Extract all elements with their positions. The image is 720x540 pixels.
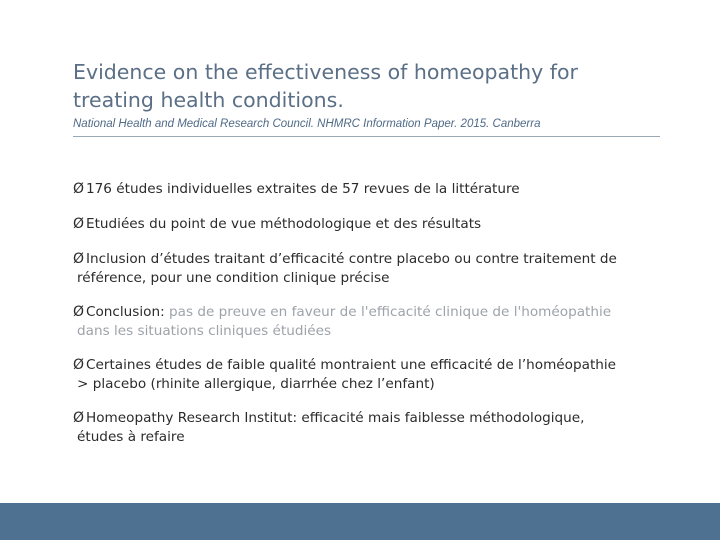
bullet-text: Etudiées du point de vue méthodologique et des résultats	[86, 216, 482, 232]
slide-title: Evidence on the effectiveness of homeopathy for treating health conditions.	[73, 60, 578, 112]
slide-subtitle: National Health and Medical Research Council. NHMRC Information Paper. 2015. Canberra	[73, 118, 541, 130]
arrow-bullet-icon: Ø	[73, 181, 85, 197]
bullet-item	[73, 180, 673, 199]
bullet-text: Inclusion d’études traitant d’efficacité contre placebo ou contre traitement de	[86, 251, 617, 267]
bullet-item	[73, 215, 673, 234]
bullet-text-continuation: études à refaire	[77, 428, 185, 445]
bullet-item	[73, 356, 673, 393]
bullet-text: Certaines études de faible qualité montraient une efficacité de l’homéopathie	[86, 357, 617, 373]
bullet-text: 176 études individuelles extraites de 57 revues de la littérature	[86, 181, 520, 197]
arrow-bullet-icon: Ø	[73, 410, 85, 426]
bullet-lead: Conclusion:	[86, 304, 165, 320]
title-divider	[73, 136, 660, 137]
bullet-item	[73, 250, 673, 287]
bullet-text: pas de preuve en faveur de l'efficacité clinique de l'homéopathie	[164, 304, 612, 320]
bullet-item	[73, 409, 673, 446]
arrow-bullet-icon: Ø	[73, 251, 85, 267]
footer-bar	[0, 503, 720, 540]
arrow-bullet-icon: Ø	[73, 357, 85, 373]
arrow-bullet-icon: Ø	[73, 304, 85, 320]
bullet-item	[73, 303, 673, 340]
bullet-text-continuation: > placebo (rhinite allergique, diarrhée chez l’enfant)	[77, 375, 435, 392]
bullet-text-continuation: référence, pour une condition clinique précise	[77, 269, 390, 286]
arrow-bullet-icon: Ø	[73, 216, 85, 232]
bullet-text-continuation: dans les situations cliniques étudiées	[77, 322, 332, 339]
bullet-text: Homeopathy Research Institut: efficacité mais faiblesse méthodologique,	[86, 410, 585, 426]
